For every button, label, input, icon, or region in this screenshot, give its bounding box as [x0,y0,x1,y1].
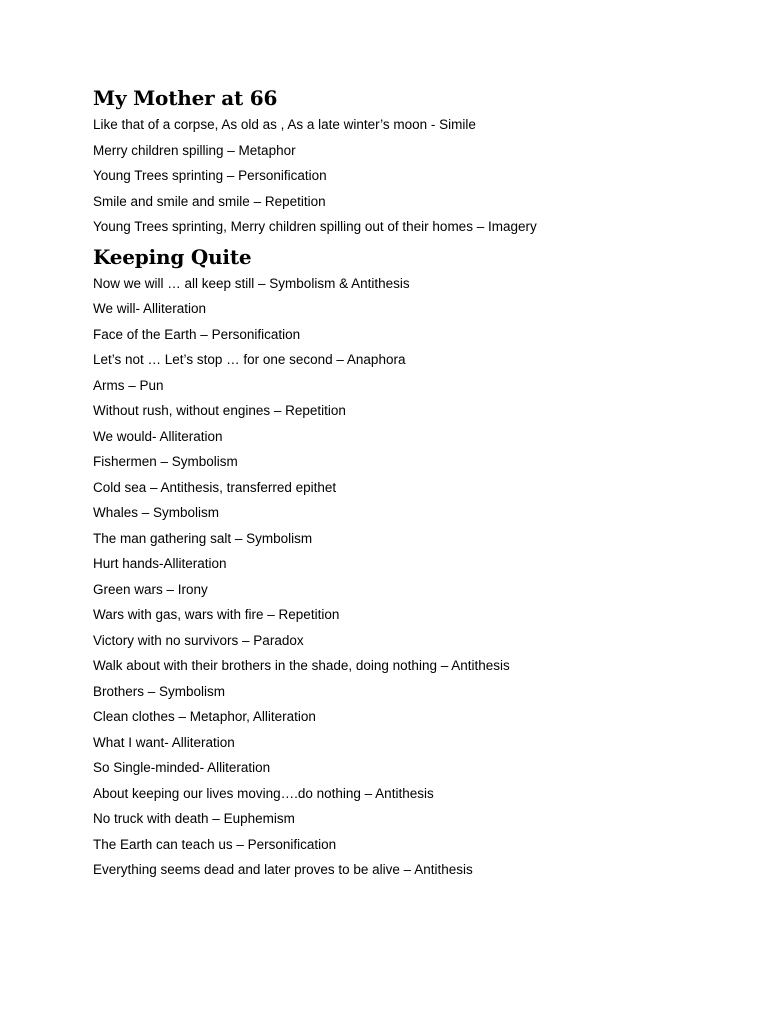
list-item: Let’s not … Let’s stop … for one second – Anaphora [93,352,406,367]
list-item: Face of the Earth – Personification [93,326,301,342]
list-item: No truck with death – Euphemism [93,811,295,826]
list-item: Young Trees sprinting, Merry children spilling out of their homes – Imagery [93,219,537,234]
list-item: Hurt hands-Alliteration [93,556,227,571]
list-item: Like that of a corpse, As old as , As a late winter’s moon - Simile [93,117,476,132]
section-keeping-quite [93,243,733,883]
list-item: Now we will … all keep still – Symbolism & Antithesis [93,275,410,291]
section-heading: My Mother at 66 [93,86,278,110]
list-item: Green wars – Irony [93,581,208,597]
list-item: Cold sea – Antithesis, transferred epithet [93,479,337,495]
list-item: Brothers – Symbolism [93,683,226,699]
list-item: We would- Alliteration [93,428,223,444]
list-item: Arms – Pun [93,377,164,393]
list-item: Walk about with their brothers in the shade, doing nothing – Antithesis [93,658,510,673]
section-my-mother-at-66 [93,84,733,240]
list-item: Victory with no survivors – Paradox [93,632,304,648]
list-item: Young Trees sprinting – Personification [93,168,327,183]
list-item: The Earth can teach us – Personification [93,836,337,852]
document-page [93,84,733,883]
list-item: Whales – Symbolism [93,505,220,520]
list-item: We will- Alliteration [93,301,207,316]
section-heading: Keeping Quite [93,244,252,269]
list-item: Clean clothes – Metaphor, Alliteration [93,709,316,724]
list-item: The man gathering salt – Symbolism [93,530,313,546]
list-item: Merry children spilling – Metaphor [93,142,296,158]
list-item: Smile and smile and smile – Repetition [93,193,326,209]
list-item: About keeping our lives moving….do nothing – Antithesis [93,785,434,801]
list-item: Wars with gas, wars with fire – Repetition [93,607,340,622]
list-item: Everything seems dead and later proves to be alive – Antithesis [93,862,473,877]
list-item: So Single-minded- Alliteration [93,760,271,775]
list-item: Without rush, without engines – Repetition [93,403,346,418]
list-item: Fishermen – Symbolism [93,454,238,469]
list-item: What I want- Alliteration [93,734,235,750]
